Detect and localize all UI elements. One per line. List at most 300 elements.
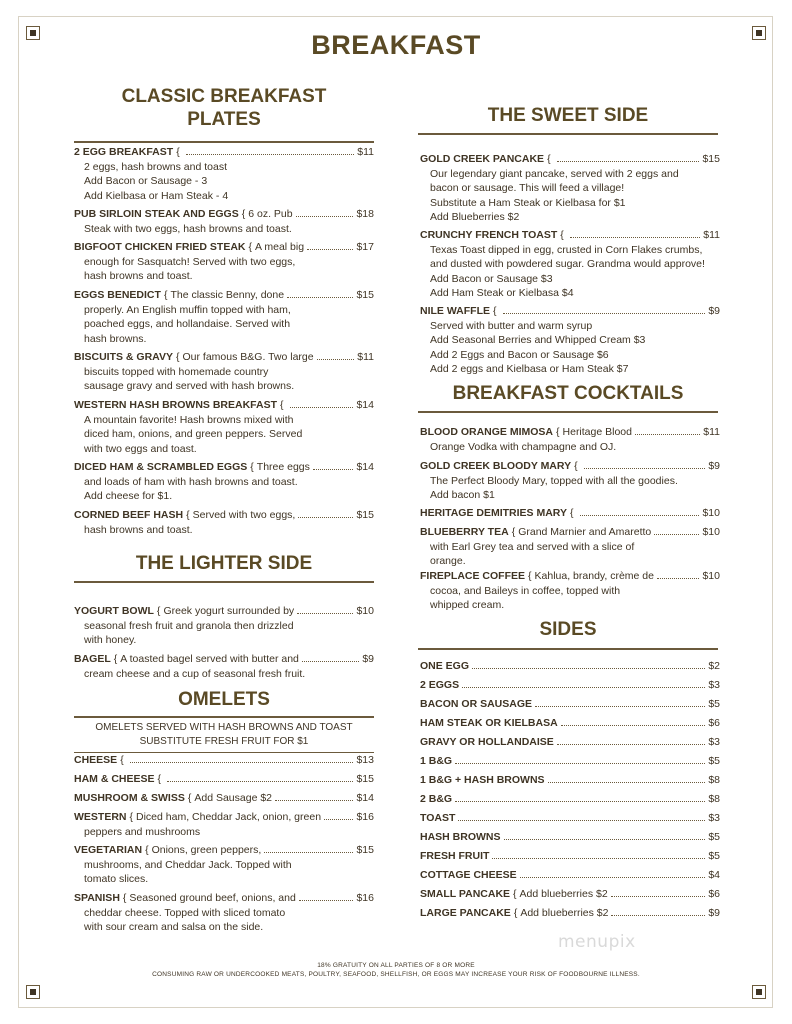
item-separator: { [513,888,517,900]
classic-item [74,240,374,284]
lighter-item [74,604,374,648]
item-separator: { [493,305,497,317]
item-description-lead: The classic Benny, done [170,289,285,301]
omelet-item [74,810,374,839]
item-header-line [74,398,374,413]
item-description-line: biscuits topped with homemade country [84,365,269,378]
side-item [420,850,720,862]
item-price: $3 [708,736,720,748]
omelets-note-line2: SUBSTITUTE FRESH FRUIT FOR $1 [139,736,309,747]
item-description-line: properly. An English muffin topped with ham, [84,303,291,316]
item-name: YOGURT BOWL [74,605,154,617]
item-description-lead: Grand Marnier and Amaretto [518,526,652,538]
dot-leader [455,763,705,764]
item-separator: { [156,605,161,617]
item-description [74,523,374,538]
item-description-line: Steak with two eggs, hash browns and toast. [84,222,292,235]
side-item [420,831,720,843]
item-name: CRUNCHY FRENCH TOAST [420,229,558,241]
item-header-line [420,228,720,243]
sweet-item [420,228,720,301]
dot-leader [584,468,706,469]
item-description-line: 2 eggs, hash browns and toast [84,160,228,173]
item-name: SMALL PANCAKE [420,888,511,900]
dot-leader [570,237,700,238]
omelet-item [74,891,374,935]
item-description [420,167,720,225]
item-separator: { [560,229,564,241]
dot-leader [458,820,705,821]
item-price: $10 [702,570,720,582]
item-description-line: Add Ham Steak or Kielbasa $4 [430,287,574,299]
footer-gratuity: 18% GRATUITY ON ALL PARTIES OF 8 OR MORE [317,962,475,969]
item-name: COTTAGE CHEESE [420,869,517,881]
item-description [74,906,374,935]
item-name: HERITAGE DEMITRIES MARY [420,507,568,519]
side-item [420,793,720,805]
item-name: BAGEL [74,653,111,665]
omelets-note [74,721,374,749]
sides-heading: SIDES [539,619,597,640]
item-price: $9 [708,460,720,472]
item-name: WESTERN HASH BROWNS BREAKFAST [74,399,278,411]
item-name: BLOOD ORANGE MIMOSA [420,426,553,438]
section-divider [74,141,374,143]
item-separator: { [570,507,574,519]
side-item [420,774,720,786]
item-description-line: hash browns and toast. [84,270,193,282]
item-description-lead: 6 oz. Pub [248,208,293,220]
item-description [420,474,720,503]
item-separator: { [250,461,254,473]
sweet-item [420,304,720,377]
item-header-line [420,425,720,440]
dot-leader [264,852,353,853]
item-name: 2 EGG BREAKFAST [74,146,174,158]
classic-item [74,460,374,504]
sweet-heading: THE SWEET SIDE [487,105,649,126]
item-header-line [74,604,374,619]
item-description [74,365,374,394]
item-price: $15 [356,773,374,785]
item-price: $2 [708,660,720,672]
item-price: $13 [356,754,374,766]
item-description-line: and loads of ham with hash browns and toast. [84,475,298,488]
item-price: $17 [356,241,374,253]
classic-heading-line2: PLATES [187,108,261,130]
dot-leader [548,782,706,783]
omelet-item [74,843,374,887]
item-name: GRAVY OR HOLLANDAISE [420,736,554,748]
watermark-logo: menupix [558,932,636,952]
dot-leader [503,313,706,314]
item-separator: { [129,811,134,823]
item-description-line: with Earl Grey tea and served with a slice of [430,540,635,553]
dot-leader [186,154,355,155]
cocktail-item [420,425,720,454]
item-description-line: and dusted with powdered sugar. Grandma would approve! [430,258,705,270]
dot-leader [611,896,706,897]
item-header-line [420,569,720,584]
item-description-lead: Onions, green peppers, [151,844,262,856]
item-name: ONE EGG [420,660,470,672]
item-description-line: tomato slices. [84,873,149,885]
item-description [420,540,720,569]
item-header-line [74,891,374,906]
item-description-line: Add Blueberries $2 [430,211,520,223]
item-description-lead: Kahlua, brandy, crème de [534,570,654,582]
item-separator: { [574,460,578,472]
item-description-line: poached eggs, and hollandaise. Served with [84,318,291,330]
item-name: FRESH FRUIT [420,850,490,862]
item-description-line: orange. [430,555,466,567]
item-price: $9 [708,907,720,919]
item-description-lead: Seasoned ground beef, onions, and [129,892,296,904]
cocktail-item [420,569,720,613]
item-header-line [74,207,374,222]
item-name: MUSHROOM & SWISS [74,792,185,804]
classic-item [74,207,374,236]
item-header-line [74,288,374,303]
dot-leader [297,613,353,614]
dot-leader [296,216,354,217]
dot-leader [611,915,705,916]
item-description-lead: Diced ham, Cheddar Jack, onion, green [136,811,322,823]
side-item [420,660,720,672]
item-price: $5 [708,755,720,767]
item-price: $8 [708,793,720,805]
item-header-line [74,652,374,667]
dot-leader [313,469,354,470]
cocktails-heading: BREAKFAST COCKTAILS [452,383,684,404]
cocktail-item [420,506,720,521]
item-description-line: Add cheese for $1. [84,490,173,502]
dot-leader [492,858,705,859]
item-price: $14 [356,792,374,804]
item-name: CHEESE [74,754,118,766]
item-description-line: with sour cream and salsa on the side. [84,921,264,933]
item-price: $11 [357,351,374,363]
item-name: HASH BROWNS [420,831,501,843]
item-description-line: seasonal fresh fruit and granola then drizzled [84,619,294,632]
omelet-item [74,791,374,806]
item-description-line: sausage gravy and served with hash browns. [84,380,295,392]
item-name: CORNED BEEF HASH [74,509,184,521]
item-description-line: diced ham, onions, and green peppers. Served [84,428,303,440]
item-header-line [74,508,374,523]
item-price: $11 [703,426,720,438]
item-description [420,243,720,301]
item-name: FIREPLACE COFFEE [420,570,526,582]
item-description [74,303,374,347]
item-description [420,440,720,455]
dot-leader [472,668,705,669]
item-header-line [74,772,374,787]
omelets-heading: OMELETS [178,689,270,710]
item-name: HAM & CHEESE [74,773,155,785]
item-separator: { [513,907,518,919]
classic-item [74,145,374,203]
item-description [74,619,374,648]
item-separator: { [120,754,124,766]
item-separator: { [187,792,192,804]
cocktail-item [420,459,720,503]
item-description-line: enough for Sasquatch! Served with two eggs, [84,255,296,268]
item-price: $4 [708,869,720,881]
item-price: $6 [708,888,720,900]
dot-leader [298,517,353,518]
item-header-line [420,459,720,474]
item-separator: { [145,844,149,856]
item-price: $10 [702,526,720,538]
item-description [74,255,374,284]
dot-leader [535,706,705,707]
item-description-line: Add bacon $1 [430,489,495,501]
item-price: $15 [356,509,374,521]
item-name: EGGS BENEDICT [74,289,161,301]
item-name: 1 B&G + HASH BROWNS [420,774,545,786]
side-item [420,888,720,900]
lighter-item [74,652,374,681]
item-header-line [74,843,374,858]
item-description-line: Orange Vodka with champagne and OJ. [430,440,617,453]
section-divider [74,581,374,583]
item-separator: { [163,289,168,301]
item-header-line [420,506,720,521]
item-description-line: peppers and mushrooms [84,825,201,838]
classic-heading-line1: CLASSIC BREAKFAST [121,86,327,107]
item-description-lead: A meal big [255,241,305,253]
section-divider [418,133,718,135]
item-name: BACON OR SAUSAGE [420,698,533,710]
item-header-line [74,460,374,475]
section-divider [418,411,718,413]
classic-item [74,288,374,346]
item-header-line [74,810,374,825]
side-item [420,907,720,919]
item-description [74,825,374,840]
item-description [74,858,374,887]
lighter-heading: THE LIGHTER SIDE [135,553,313,574]
item-description-lead: Add blueberries $2 [519,888,608,900]
item-description [420,319,720,377]
item-description-line: Substitute a Ham Steak or Kielbasa for $1 [430,196,626,209]
classic-item [74,350,374,394]
dot-leader [557,744,706,745]
dot-leader [275,800,353,801]
item-description [74,667,374,682]
item-price: $9 [362,653,374,665]
section-divider [418,648,718,650]
item-description-line: The Perfect Bloody Mary, topped with all the goodies. [430,474,678,487]
item-description-line: mushrooms, and Cheddar Jack. Topped with [84,858,292,871]
classic-item [74,398,374,456]
item-description-lead: Add Sausage $2 [194,792,273,804]
item-separator: { [122,892,127,904]
omelet-item [74,772,374,787]
item-price: $14 [356,461,374,473]
item-description [74,413,374,457]
dot-leader [167,781,353,782]
item-description-lead: Three eggs [256,461,310,473]
item-description-line: with two eggs and toast. [84,442,197,455]
item-price: $16 [356,811,374,823]
item-separator: { [175,351,180,363]
item-separator: { [241,208,246,220]
item-name: GOLD CREEK BLOODY MARY [420,460,572,472]
item-description [420,584,720,613]
item-description-line: cocoa, and Baileys in coffee, topped with [430,584,621,597]
item-description-line: Texas Toast dipped in egg, crusted in Corn Flakes crumbs, [430,243,703,256]
corner-ornament [26,985,40,999]
item-name: WESTERN [74,811,127,823]
item-name: PUB SIRLOIN STEAK AND EGGS [74,208,239,220]
item-price: $3 [708,679,720,691]
item-description-lead: A toasted bagel served with butter and [120,653,299,665]
item-description-line: whipped cream. [430,599,505,611]
item-separator: { [113,653,118,665]
item-header-line [74,145,374,160]
item-separator: { [157,773,162,785]
item-name: 1 B&G [420,755,453,767]
dot-leader [580,515,700,516]
item-name: 2 EGGS [420,679,460,691]
item-name: DICED HAM & SCRAMBLED EGGS [74,461,248,473]
item-price: $5 [708,850,720,862]
item-price: $3 [708,812,720,824]
item-separator: { [186,509,190,521]
classic-item [74,508,374,537]
item-header-line [74,240,374,255]
item-description-line: bacon or sausage. This will feed a village! [430,182,625,194]
item-price: $14 [356,399,374,411]
item-price: $5 [708,698,720,710]
item-name: HAM STEAK OR KIELBASA [420,717,558,729]
item-description-line: cream cheese and a cup of seasonal fresh fruit. [84,667,306,680]
item-price: $18 [356,208,374,220]
item-header-line [74,753,374,768]
dot-leader [287,297,353,298]
item-separator: { [248,241,253,253]
classic-heading [74,86,374,132]
item-description-line: Add 2 Eggs and Bacon or Sausage $6 [430,348,609,361]
item-separator: { [547,153,551,165]
dot-leader [657,578,699,579]
item-description-line: cheddar cheese. Topped with sliced tomato [84,906,286,919]
item-separator: { [176,146,180,158]
omelets-note-line1: OMELETS SERVED WITH HASH BROWNS AND TOAST [95,722,353,733]
item-description-line: Served with butter and warm syrup [430,319,593,332]
item-description [74,475,374,504]
dot-leader [307,249,353,250]
omelet-item [74,753,374,768]
dot-leader [302,661,359,662]
item-description-line: A mountain favorite! Hash browns mixed with [84,413,294,426]
item-price: $5 [708,831,720,843]
side-item [420,869,720,881]
item-description-line: Add Seasonal Berries and Whipped Cream $3 [430,334,646,346]
dot-leader [455,801,705,802]
item-description [74,222,374,237]
item-price: $15 [356,844,374,856]
dot-leader [635,434,700,435]
item-header-line [420,304,720,319]
dot-leader [299,900,354,901]
item-description-line: Add Bacon or Sausage - 3 [84,175,208,187]
item-description-line: hash browns and toast. [84,523,193,536]
item-description-line: with honey. [84,634,137,646]
item-description [74,160,374,204]
item-price: $11 [703,229,720,241]
footer-disclaimer: CONSUMING RAW OR UNDERCOOKED MEATS, POULTRY, SEAFOOD, SHELLFISH, OR EGGS MAY INCREASE YOUR RISK OF FOODBOURNE ILLNESS. [152,971,640,978]
item-separator: { [528,570,532,582]
dot-leader [130,762,354,763]
item-name: NILE WAFFLE [420,305,490,317]
item-name: 2 B&G [420,793,453,805]
item-name: BLUEBERRY TEA [420,526,509,538]
side-item [420,736,720,748]
item-price: $15 [702,153,720,165]
dot-leader [504,839,706,840]
item-price: $16 [356,892,374,904]
dot-leader [561,725,706,726]
item-description-lead: Greek yogurt surrounded by [163,605,295,617]
item-description-line: Add 2 eggs and Kielbasa or Ham Steak $7 [430,363,629,375]
corner-ornament [752,985,766,999]
dot-leader [654,534,699,535]
item-price: $10 [702,507,720,519]
dot-leader [324,819,353,820]
item-description-lead: Add blueberries $2 [520,907,609,919]
item-price: $6 [708,717,720,729]
item-header-line [420,525,720,540]
item-price: $11 [357,146,374,158]
item-header-line [74,350,374,365]
dot-leader [462,687,705,688]
item-name: GOLD CREEK PANCAKE [420,153,545,165]
side-item [420,717,720,729]
dot-leader [557,161,700,162]
section-divider [74,716,374,718]
item-price: $10 [356,605,374,617]
item-name: BISCUITS & GRAVY [74,351,173,363]
item-name: BIGFOOT CHICKEN FRIED STEAK [74,241,246,253]
item-description-line: Add Kielbasa or Ham Steak - 4 [84,189,229,202]
dot-leader [520,877,706,878]
item-price: $15 [356,289,374,301]
item-separator: { [280,399,284,411]
item-description-lead: Served with two eggs, [192,509,296,521]
page-title: BREAKFAST [311,30,481,60]
cocktail-item [420,525,720,569]
side-item [420,679,720,691]
dot-leader [290,407,354,408]
item-header-line [420,152,720,167]
item-description-line: Add Bacon or Sausage $3 [430,272,553,285]
sweet-item [420,152,720,225]
item-name: TOAST [420,812,456,824]
dot-leader [317,359,355,360]
item-name: VEGETARIAN [74,844,143,856]
item-price: $8 [708,774,720,786]
item-description-lead: Heritage Blood [562,426,632,438]
item-header-line [74,791,374,806]
side-item [420,755,720,767]
item-name: SPANISH [74,892,120,904]
item-separator: { [511,526,516,538]
item-name: LARGE PANCAKE [420,907,511,919]
side-item [420,698,720,710]
